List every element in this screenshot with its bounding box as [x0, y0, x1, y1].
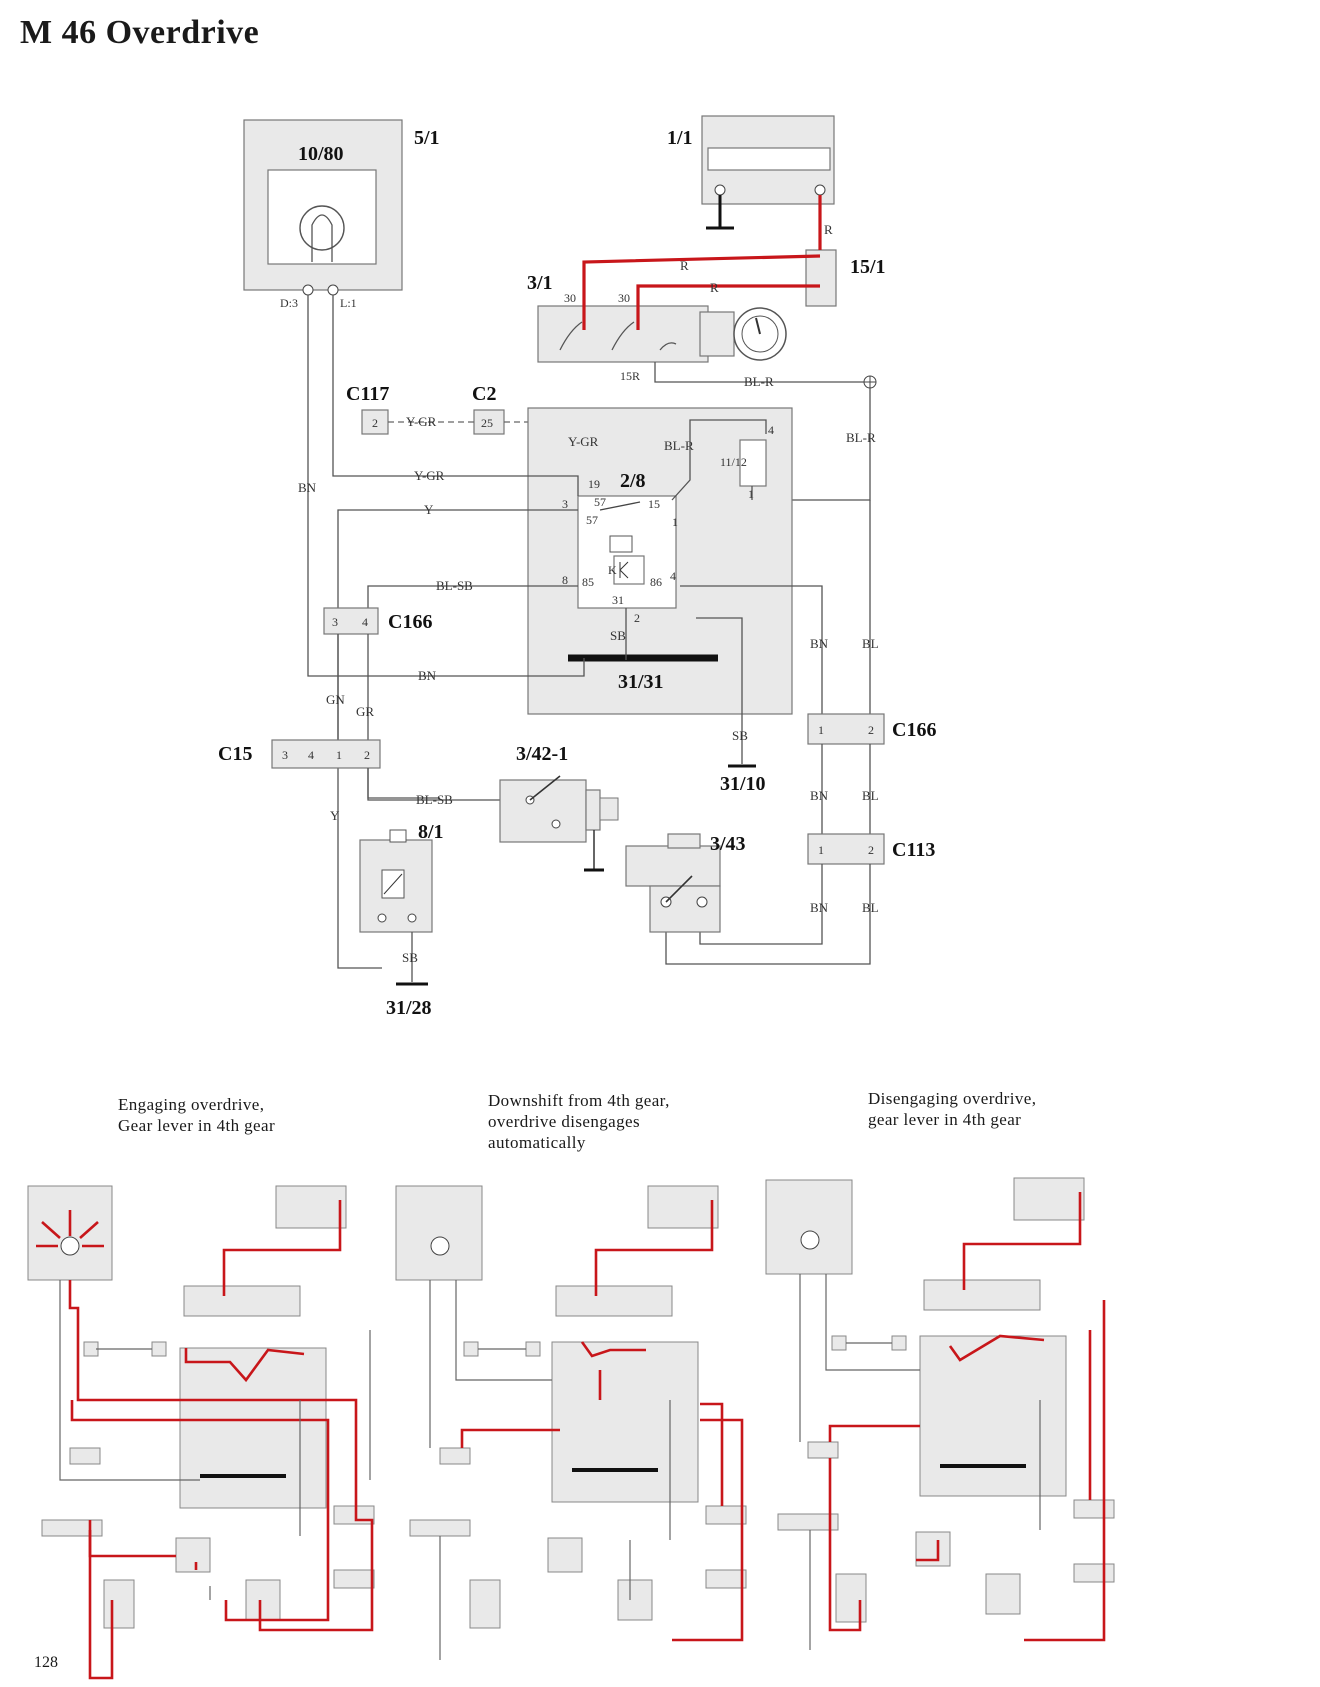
lamp-pin-d3: D:3: [280, 296, 298, 310]
ignition-label: 3/1: [527, 272, 553, 294]
battery-1-1: [702, 116, 834, 228]
battery-label: 1/1: [667, 127, 693, 149]
c15-pin-2: 2: [364, 748, 370, 762]
c2-pin: 25: [481, 416, 493, 430]
relay-pin-4: 4: [670, 569, 676, 583]
relay-pin-57: 57: [594, 495, 606, 509]
c15-pin-3: 3: [282, 748, 288, 762]
mini-diagram-engaging: [28, 1186, 374, 1678]
wire-label-sb3: SB: [402, 950, 418, 965]
relay-pin-3: 3: [562, 497, 568, 511]
relay-pin-19: 19: [588, 477, 600, 491]
wire-label-bl1: BL: [862, 636, 879, 651]
relay-pin-top1: 1: [748, 487, 754, 501]
lamp-ref-label: 5/1: [414, 127, 440, 149]
wire-label-y1: Y: [424, 502, 434, 517]
c166a-pin-3: 3: [332, 615, 338, 629]
wire-label-bl3: BL: [862, 900, 879, 915]
wire-label-bn3: BN: [810, 636, 829, 651]
lamp-label: 10/80: [298, 143, 344, 165]
relay-pin-86: 86: [650, 575, 662, 589]
ign-pin-30b: 30: [618, 291, 630, 305]
c113-pin-1: 1: [818, 843, 824, 857]
relay-pin-1112: 11/12: [720, 455, 747, 469]
wire-label-blsb2: BL-SB: [416, 792, 453, 807]
ground-10-label: 31/10: [720, 773, 766, 795]
c166-right-label: C166: [892, 719, 937, 741]
c166a-pin-4: 4: [362, 615, 368, 629]
wire-label-bn2: BN: [418, 668, 437, 683]
wire-label-gn: GN: [326, 692, 345, 707]
relay-pin-top4: 4: [768, 423, 774, 437]
lamp-pin-l1: L:1: [340, 296, 357, 310]
wire-label-sb2: SB: [732, 728, 748, 743]
wire-label-blsb1: BL-SB: [436, 578, 473, 593]
c113-pin-2: 2: [868, 843, 874, 857]
wire-label-bl2: BL: [862, 788, 879, 803]
ground-bus-label: 31/31: [618, 671, 664, 693]
wire-label-ygr1: Y-GR: [406, 414, 437, 429]
ign-pin-15r: 15R: [620, 369, 641, 383]
wire-label-ygr2: Y-GR: [568, 434, 599, 449]
ground-28-label: 31/28: [386, 997, 432, 1019]
wire-label-blr3: BL-R: [846, 430, 876, 445]
wire-label-ygr3: Y-GR: [414, 468, 445, 483]
relay-pin-85: 85: [582, 575, 594, 589]
solenoid-8-1: [360, 830, 432, 932]
relay-pin-31: 31: [612, 593, 624, 607]
switch-3-43: [626, 834, 720, 932]
relay-pin-57b: 57: [586, 513, 598, 527]
relay-pin-2: 2: [634, 611, 640, 625]
c113-label: C113: [892, 839, 936, 861]
c15-label: C15: [218, 743, 253, 765]
relay-2-8: [528, 408, 792, 714]
relay-pin-15: 15: [648, 497, 660, 511]
fuse-label: 15/1: [850, 256, 886, 278]
c15-pin-4: 4: [308, 748, 314, 762]
switch-3-43-label: 3/43: [710, 833, 746, 855]
page-number: 128: [34, 1654, 58, 1671]
c117-label: C117: [346, 383, 390, 405]
relay-label: 2/8: [620, 470, 646, 492]
wire-label-r2: R: [680, 258, 689, 273]
wire-label-sb1: SB: [610, 628, 626, 643]
wire-label-r3: R: [710, 280, 719, 295]
page-title: M 46 Overdrive: [20, 14, 260, 51]
wire-label-bn5: BN: [810, 900, 829, 915]
caption-engaging: Engaging overdrive, Gear lever in 4th gear: [118, 1095, 276, 1135]
switch-3-42-1: [500, 776, 618, 870]
mini-diagram-disengaging: [766, 1178, 1114, 1650]
caption-downshift: Downshift from 4th gear, overdrive disengages automatically: [488, 1091, 670, 1152]
wire-label-bn4: BN: [810, 788, 829, 803]
relay-pin-1: 1: [672, 515, 678, 529]
c15-pin-1: 1: [336, 748, 342, 762]
fuse-15-1: [806, 250, 836, 306]
caption-disengaging: Disengaging overdrive, gear lever in 4th gear: [868, 1089, 1037, 1129]
wire-label-y2: Y: [330, 808, 340, 823]
wire-gr: [368, 634, 440, 798]
mini-diagram-downshift: [396, 1186, 746, 1660]
junction-star: [864, 376, 876, 388]
wire-label-gr: GR: [356, 704, 375, 719]
relay-coil-k: K: [608, 563, 617, 577]
c2-label: C2: [472, 383, 497, 405]
c166b-pin-2: 2: [868, 723, 874, 737]
ign-pin-30a: 30: [564, 291, 576, 305]
c166b-pin-1: 1: [818, 723, 824, 737]
c166-top-label: C166: [388, 611, 433, 633]
c117-pin: 2: [372, 416, 378, 430]
wire-label-r1: R: [824, 222, 833, 237]
switch-3-42-label: 3/42-1: [516, 743, 569, 765]
wire-label-bn1: BN: [298, 480, 317, 495]
wire-label-blr1: BL-R: [744, 374, 774, 389]
ignition-switch-3-1: [538, 306, 786, 362]
wire-label-blr2: BL-R: [664, 438, 694, 453]
solenoid-label: 8/1: [418, 821, 444, 843]
relay-pin-8: 8: [562, 573, 568, 587]
